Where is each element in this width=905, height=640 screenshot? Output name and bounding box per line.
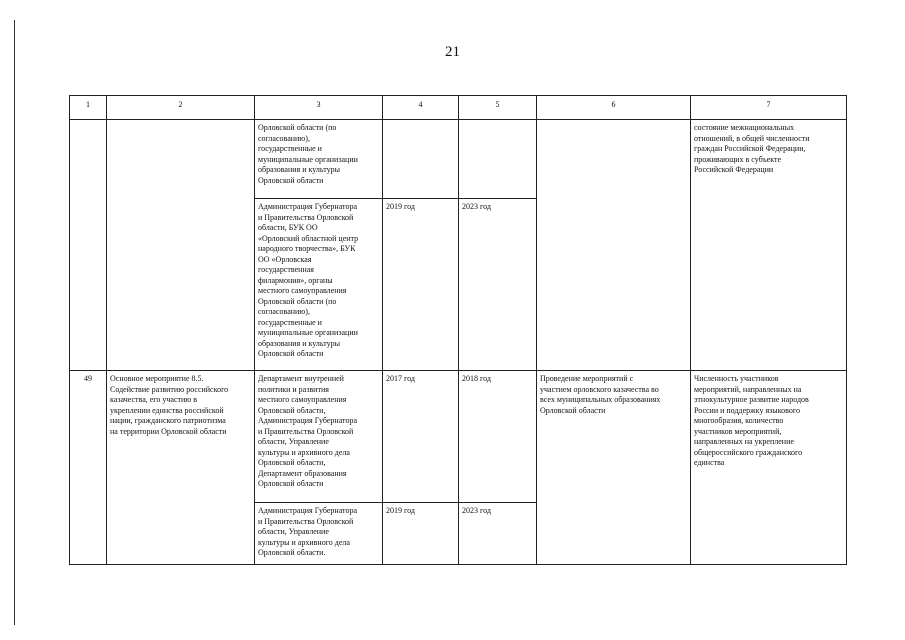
cell-indicator: Численность участников мероприятий, направленных на этнокультурное развитие народов России и поддержку языкового многообразия, количество участников мероприятий, направленных на укрепление общероссийского гражданского единства [691,371,847,565]
cell-executor: Администрация Губернатора и Правительства Орловской области, Управление культуры и архивного дела Орловской области. [255,503,383,565]
cell-executor: Орловской области (по согласованию), государственные и муниципальные организации образования и культуры Орловской области [255,120,383,199]
header-col-1: 1 [70,96,107,120]
cell-end-year: 2023 год [459,199,537,371]
cell-start-year: 2019 год [383,503,459,565]
cell-indicator: состояние межнациональных отношений, в общей численности граждан Российской Федерации, проживающих в субъекте Российской Федерации [691,120,847,371]
cell-start-year: 2019 год [383,199,459,371]
cell-measure: Основное мероприятие 8.5. Содействие развитию российского казачества, его участию в укреплении единства российской нации, гражданского патриотизма на территории Орловской области [107,371,255,565]
program-table [69,95,847,565]
cell-executor: Департамент внутренней политики и развития местного самоуправления Орловской области, Администрация Губернатора и Правительства Орловской области, Управление культуры и архивного дела Орловской области, Департамент образования Орловской области [255,371,383,503]
header-col-5: 5 [459,96,537,120]
cell-end-year: 2023 год [459,503,537,565]
cell-executor: Администрация Губернатора и Правительства Орловской области, БУК ОО «Орловский областной центр народного творчества», БУК ОО «Орловская государственная филармония», органы местного самоуправления Орловской области (по согласованию), государственные и муниципальные организации образования и культуры Орловской области [255,199,383,371]
cell-row-number: 49 [70,371,107,565]
cell-result: Проведение мероприятий с участием орловского казачества во всех муниципальных образованиях Орловской области [537,371,691,565]
header-col-3: 3 [255,96,383,120]
cell-result-continued [537,120,691,371]
header-col-2: 2 [107,96,255,120]
table-row [70,371,847,503]
cell-measure-continued [107,120,255,371]
left-margin-line [14,20,15,625]
header-col-4: 4 [383,96,459,120]
header-col-7: 7 [691,96,847,120]
cell-start-year [383,120,459,199]
cell-number-continued [70,120,107,371]
page-number: 21 [445,44,460,60]
header-row [70,96,847,120]
cell-end-year: 2018 год [459,371,537,503]
table-row [70,120,847,199]
header-col-6: 6 [537,96,691,120]
cell-start-year: 2017 год [383,371,459,503]
cell-end-year [459,120,537,199]
